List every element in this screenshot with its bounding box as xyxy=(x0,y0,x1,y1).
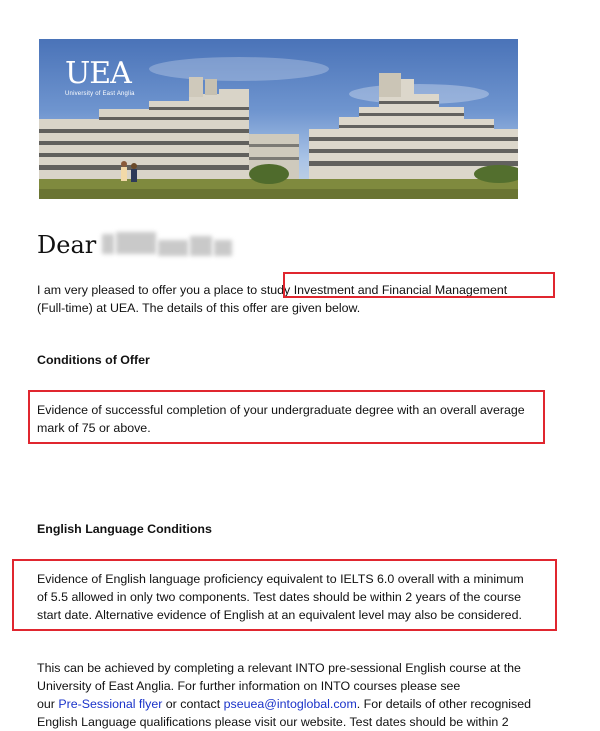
conditions-heading: Conditions of Offer xyxy=(37,353,150,367)
course-name: Investment and Financial Management xyxy=(293,283,508,297)
english-heading: English Language Conditions xyxy=(37,522,212,536)
offer-intro-line2: (Full-time) at UEA. The details of this offer are given below. xyxy=(37,301,361,315)
achieve-line2: University of East Anglia. For further information on INTO courses please see xyxy=(37,679,461,693)
english-line1: Evidence of English language proficiency equivalent to IELTS 6.0 overall with a minimum xyxy=(37,572,524,586)
uea-logo xyxy=(65,56,135,97)
pre-sessional-flyer-link[interactable]: Pre-Sessional flyer xyxy=(58,697,163,711)
achieve-line1: This can be achieved by completing a relevant INTO pre-sessional English course at the xyxy=(37,661,521,675)
conditions-line2: mark of 75 or above. xyxy=(37,421,151,435)
greeting-dear: Dear xyxy=(37,231,97,259)
achieve-details: . For details of other recognised xyxy=(356,697,532,711)
logo-subtitle: University of East Anglia xyxy=(65,91,135,97)
contact-email-link[interactable]: pseuea@intoglobal.com xyxy=(223,697,357,711)
english-line3: start date. Alternative evidence of English at an equivalent level may also be considered. xyxy=(37,608,522,622)
achieve-contact: or contact xyxy=(162,697,224,711)
achieve-line3 xyxy=(37,695,577,713)
logo-wordmark: UEA xyxy=(65,56,131,91)
conditions-line1: Evidence of successful completion of your undergraduate degree with an overall average xyxy=(37,403,525,417)
offer-intro-text: I am very pleased to offer you a place to study xyxy=(37,283,291,297)
conditions-highlight-box xyxy=(28,390,545,444)
english-line2: of 5.5 allowed in only two components. Test dates should be within 2 years of the course xyxy=(37,590,521,604)
achieve-line4: English Language qualifications please visit our website. Test dates should be within 2 xyxy=(37,715,509,729)
redacted-name xyxy=(102,232,240,258)
achieve-our: our xyxy=(37,697,59,711)
course-highlight-box xyxy=(283,272,555,298)
english-highlight-box xyxy=(12,559,557,631)
campus-banner-image xyxy=(39,39,518,199)
